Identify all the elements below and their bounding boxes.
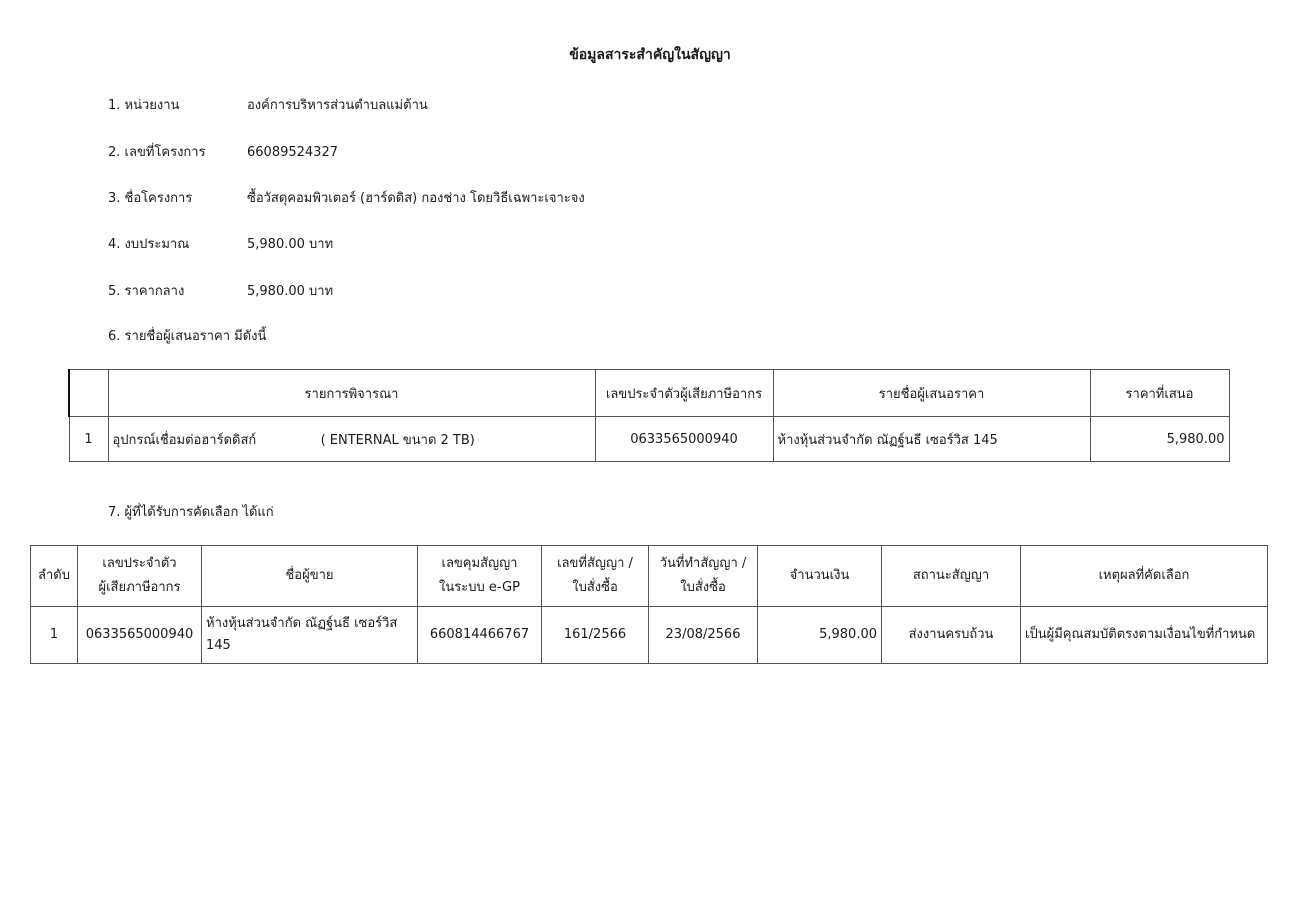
cell-reason: เป็นผู้มีคุณสมบัติตรงตามเงื่อนไขที่กำหนด <box>1021 607 1268 664</box>
column-header-item: รายการพิจารณา <box>108 370 595 417</box>
header-line: ใบสั่งซื้อ <box>680 580 726 595</box>
info-label: 1. หน่วยงาน <box>108 98 180 113</box>
winners-section-label: 7. ผู้ที่ได้รับการคัดเลือก ได้แก่ <box>108 505 274 520</box>
cell-contract-date: 23/08/2566 <box>649 607 758 664</box>
column-header-tax-id: เลขประจำตัวผู้เสียภาษีอากร <box>595 370 773 417</box>
cell-status: ส่งงานครบถ้วน <box>882 607 1021 664</box>
column-header-contract-no <box>542 546 649 607</box>
document-title: ข้อมูลสาระสำคัญในสัญญา <box>569 47 731 63</box>
info-label: 4. งบประมาณ <box>108 237 190 252</box>
info-value: 5,980.00 บาท <box>247 284 334 299</box>
table-row <box>69 417 1229 462</box>
info-value: 66089524327 <box>247 145 338 160</box>
cell-item <box>108 417 595 462</box>
item-name: อุปกรณ์เชื่อมต่อฮาร์ดดิสก์ <box>112 432 257 448</box>
header-line: ใบสั่งซื้อ <box>572 580 618 595</box>
column-header-egp <box>418 546 542 607</box>
column-header-status: สถานะสัญญา <box>882 546 1021 607</box>
cell-no: 1 <box>69 417 108 462</box>
bidders-section-label: 6. รายชื่อผู้เสนอราคา มีดังนี้ <box>108 329 267 344</box>
cell-seller: ห้างหุ้นส่วนจำกัด ณัฏฐ์นธี เซอร์วิส 145 <box>202 607 418 664</box>
cell-amount: 5,980.00 <box>758 607 882 664</box>
info-label: 2. เลขที่โครงการ <box>108 145 206 160</box>
item-detail: ( ENTERNAL ขนาด 2 TB) <box>320 432 475 448</box>
cell-no: 1 <box>31 607 78 664</box>
cell-price: 5,980.00 <box>1090 417 1229 462</box>
table-header-row <box>31 546 1268 607</box>
table-row <box>31 607 1268 664</box>
cell-bidder: ห้างหุ้นส่วนจำกัด ณัฏฐ์นธี เซอร์วิส 145 <box>773 417 1090 462</box>
info-value: 5,980.00 บาท <box>247 237 334 252</box>
winners-table <box>30 545 1268 664</box>
info-label: 5. ราคากลาง <box>108 284 185 299</box>
column-header-bidder: รายชื่อผู้เสนอราคา <box>773 370 1090 417</box>
column-header-reason: เหตุผลที่คัดเลือก <box>1021 546 1268 607</box>
header-line: เลขที่สัญญา / <box>557 556 633 571</box>
column-header-tax-id <box>78 546 202 607</box>
cell-contract-no: 161/2566 <box>542 607 649 664</box>
header-line: เลขประจำตัว <box>102 556 177 571</box>
column-header-contract-date <box>649 546 758 607</box>
column-header-amount: จำนวนเงิน <box>758 546 882 607</box>
cell-tax-id: 0633565000940 <box>595 417 773 462</box>
column-header-price: ราคาที่เสนอ <box>1090 370 1229 417</box>
cell-tax-id: 0633565000940 <box>78 607 202 664</box>
info-value: ซื้อวัสดุคอมพิวเตอร์ (ฮาร์ดดิส) กองช่าง โดยวิธีเฉพาะเจาะจง <box>247 191 585 206</box>
column-header-no: ลำดับ <box>31 546 78 607</box>
header-line: ผู้เสียภาษีอากร <box>98 580 181 595</box>
header-line: วันที่ทำสัญญา / <box>659 556 747 571</box>
header-line: ในระบบ e-GP <box>439 580 520 595</box>
header-line: เลขคุมสัญญา <box>441 556 518 571</box>
info-value: องค์การบริหารส่วนตำบลแม่ต้าน <box>247 98 428 113</box>
table-header-row <box>69 370 1229 417</box>
cell-egp: 660814466767 <box>418 607 542 664</box>
column-header-no <box>69 370 108 417</box>
bidders-table <box>68 369 1230 462</box>
column-header-seller: ชื่อผู้ขาย <box>202 546 418 607</box>
info-label: 3. ชื่อโครงการ <box>108 191 193 206</box>
